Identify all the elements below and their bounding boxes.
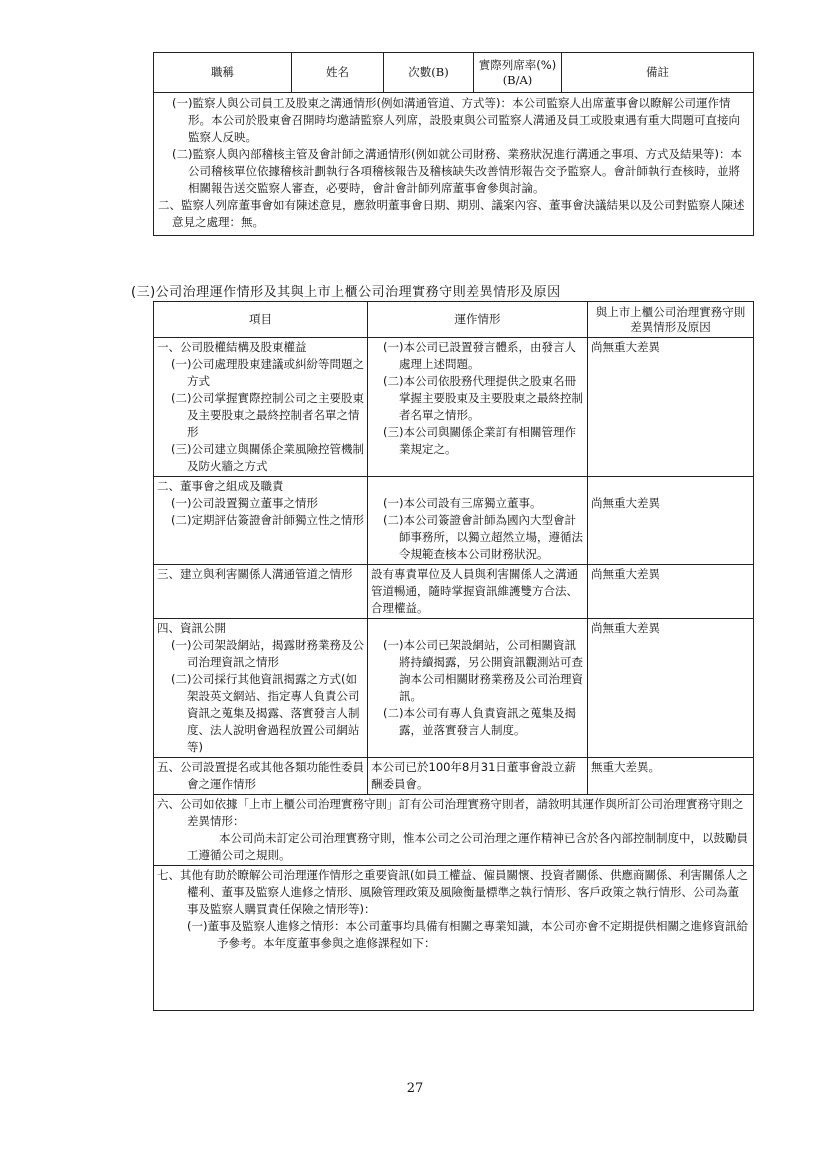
table-row: [154, 758, 754, 795]
header-attendance-rate: 實際列席率(%) (B/A): [474, 53, 562, 93]
item-cell: [154, 565, 368, 619]
difference-cell: 無重大差異。: [588, 758, 754, 795]
operation-cell: 設有專責單位及人員與利害關係人之溝通管道暢通，隨時掌握資訊維護雙方合法、合理權益。: [368, 565, 588, 619]
item-cell: 二、董事會之組成及職責 (一)公司設置獨立董事之情形 (二)定期評估簽證會計師獨立性之情形: [154, 477, 368, 565]
note-item: (一)監察人與公司員工及股東之溝通情形(例如溝通管道、方式等)：本公司監察人出席董事會以瞭解公司運作情形。本公司於股東會召開時均邀請監察人列席，設股東與公司監察人溝通及員工或股東遇有重大問題可直接向監察人反映。: [172, 96, 740, 144]
item-cell: 一、公司股權結構及股東權益 (一)公司處理股東建議或糾紛等問題之方式 (二)公司掌握實際控制公司之主要股東及主要股東之最終控制者名單之情形 (三)公司建立與關係企業風險控管機制及防火牆之方式: [154, 338, 368, 477]
header-operation: 運作情形: [368, 302, 588, 338]
difference-cell: 尚無重大差異: [588, 338, 754, 477]
supervisor-attendance-table: [153, 52, 754, 236]
header-title: 職稱: [154, 53, 292, 93]
item-title: 一、公司股權結構及股東權益: [157, 340, 307, 354]
section-title: (三)公司治理運作情形及其與上市上櫃公司治理實務守則差異情形及原因: [131, 285, 561, 300]
table-row: [154, 619, 754, 758]
item-cell: [154, 758, 368, 795]
operation-cell: (一)本公司設有三席獨立董事。 (二)本公司簽證會計師為國內大型會計師事務所，以獨立超然立場，遵循法令規範查核本公司財務狀況。: [368, 477, 588, 565]
table-row: [154, 565, 754, 619]
table-row: [154, 866, 754, 1011]
difference-cell: 尚無重大差異: [588, 565, 754, 619]
governance-table: [153, 301, 754, 1011]
item-title: 五、公司設置提名或其他各類功能性委員會之運作情形: [157, 760, 364, 791]
operation-cell: (一)本公司已架設網站，公司相關資訊將持續揭露，另公開資訊觀測站可查詢本公司相關財務業務及公司治理資訊。 (二)本公司有專人負責資訊之蒐集及揭露，並落實發言人制度。: [368, 619, 588, 758]
table-row: [154, 795, 754, 866]
note-item: 二、監察人列席董事會如有陳述意見，應敘明董事會日期、期別、議案內容、董事會決議結果以及公司對監察人陳述意見之處理：無。: [158, 198, 745, 229]
item-cell: 四、資訊公開 (一)公司架設網站，揭露財務業務及公司治理資訊之情形 (二)公司採行其他資訊揭露之方式(如架設英文網站、指定專人負責公司資訊之蒐集及揭露、落實發言人制度、法人說明會過程放置公司網站等): [154, 619, 368, 758]
note-item: (二)監察人與內部稽核主管及會計師之溝通情形(例如就公司財務、業務狀況進行溝通之事項、方式及結果等)：本公司稽核單位依據稽核計劃執行各項稽核報告及稽核缺失改善情形報告交予監察人。會計師執行查核時，並將相關報告送交監察人審查，必要時，會計會計師列席董事會參與討論。: [172, 147, 742, 195]
practice-rules-cell: 六、公司如依據「上市上櫃公司治理實務守則」訂有公司治理實務守則者，請敘明其運作與所訂公司治理實務守則之差異情形： 本公司尚未訂定公司治理實務守則，惟本公司之公司治理之運作精神已含於各內部控制制度中，以鼓勵員工遵循公司之規則。: [154, 795, 754, 866]
operation-cell: (一)本公司已設置發言體系，由發言人處理上述問題。 (二)本公司依股務代理提供之股東名冊掌握主要股東及主要股東之最終控制者名單之情形。 (三)本公司與關係企業訂有相關管理作業規定之。: [368, 338, 588, 477]
table-row: [154, 477, 754, 565]
operation-cell: 本公司已於100年8月31日董事會設立薪酬委員會。: [368, 758, 588, 795]
other-info-cell: 七、其他有助於瞭解公司治理運作情形之重要資訊(如員工權益、僱員關懷、投資者關係、供應商關係、利害關係人之權利、董事及監察人進修之情形、風險管理政策及風險衡量標準之執行情形、客戶政策之執行情形、公司為董事及監察人購買責任保險之情形等)： (一)董事及監察人進修之情形：本公司董事均具備有相關之專業知識，本公司亦會不定期提供相關之進修資訊給予參考。本年度董事參與之進修課程如下：: [154, 866, 754, 1011]
difference-cell: 尚無重大差異: [588, 477, 754, 565]
header-item: 項目: [154, 302, 368, 338]
item-title: 三、建立與利害關係人溝通管道之情形: [157, 567, 353, 581]
difference-cell: 尚無重大差異: [588, 619, 754, 758]
header-name: 姓名: [292, 53, 384, 93]
page-number: 27: [406, 1081, 424, 1096]
supervisor-notes-cell: [154, 93, 754, 236]
header-count: 次數(B): [384, 53, 474, 93]
header-remarks: 備註: [562, 53, 754, 93]
table-row: [154, 338, 754, 477]
item-title: 四、資訊公開: [157, 621, 226, 635]
header-difference: 與上市上櫃公司治理實務守則差異情形及原因: [588, 302, 754, 338]
item-title: 二、董事會之組成及職責: [157, 479, 284, 493]
